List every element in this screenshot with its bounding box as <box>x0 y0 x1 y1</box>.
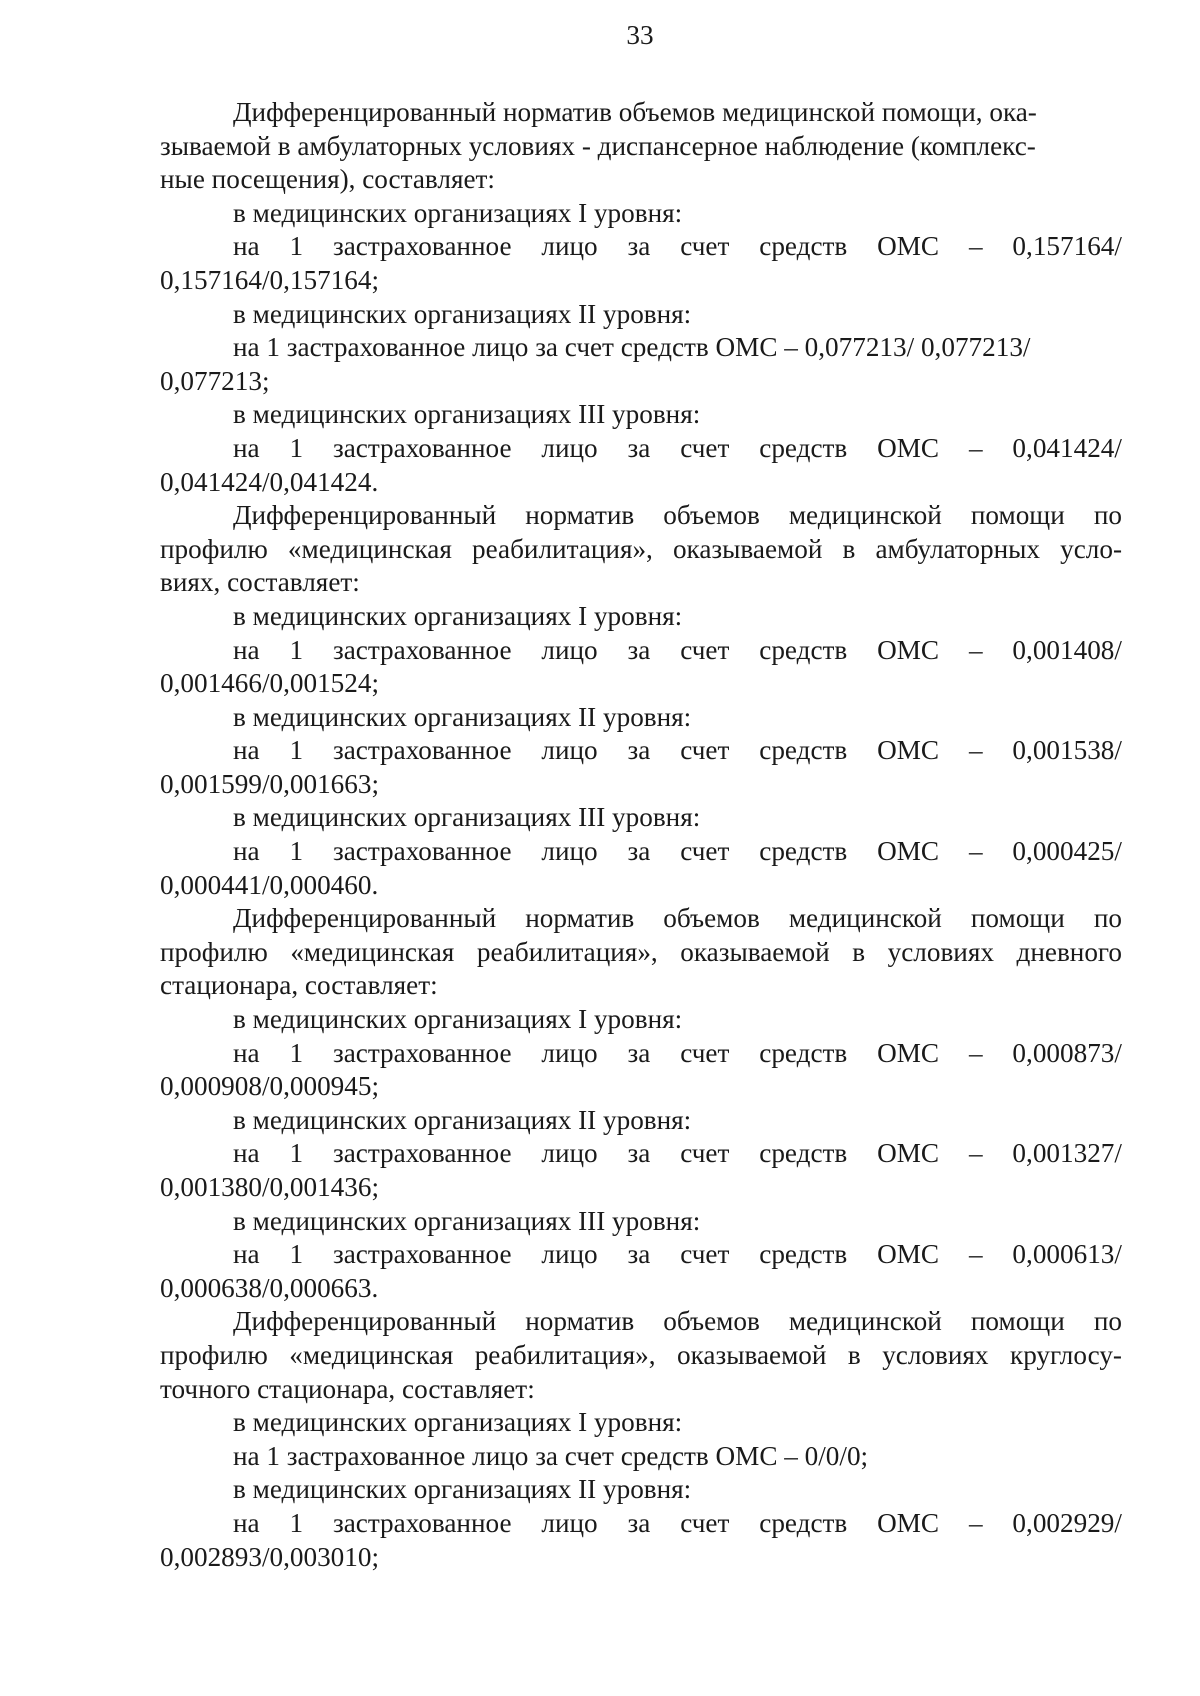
paragraph-text: профилю «медицинская реабилитация», оказываемой в амбулаторных усло- <box>160 533 1122 564</box>
paragraph-text: Дифференцированный норматив объемов медицинской помощи по <box>233 500 1122 531</box>
norm-value-line: на 1 застрахованное лицо за счет средств ОМС – 0,077213/ 0,077213/ <box>233 332 1031 363</box>
paragraph-line: стационара, составляет: <box>160 970 438 1001</box>
norm-value-continuation: 0,000638/0,000663. <box>160 1272 379 1303</box>
word: лицо <box>541 231 598 262</box>
word: средств <box>759 1507 848 1538</box>
word: 1 <box>289 1239 304 1270</box>
word: лицо <box>541 836 598 867</box>
word: средств <box>759 1037 848 1068</box>
word: ОМС <box>877 836 940 867</box>
level-heading: в медицинских организациях I уровня: <box>233 1407 683 1438</box>
paragraph-line: виях, составляет: <box>160 567 360 598</box>
word: – <box>968 1239 983 1270</box>
norm-value: 0,000613/ <box>1012 1239 1122 1270</box>
word: за <box>627 836 651 867</box>
word: ОМС <box>877 735 940 766</box>
word: счет <box>680 231 730 262</box>
word: средств <box>759 432 848 463</box>
level-heading: в медицинских организациях I уровня: <box>233 1004 683 1035</box>
word: за <box>627 432 651 463</box>
norm-value-line <box>233 734 1122 768</box>
word: застрахованное <box>332 735 512 766</box>
word: лицо <box>541 634 598 665</box>
word: застрахованное <box>332 1037 512 1068</box>
norm-value-continuation: 0,000908/0,000945; <box>160 1071 380 1102</box>
paragraph-text: Дифференцированный норматив объемов медицинской помощи по <box>233 903 1122 934</box>
word: счет <box>680 634 730 665</box>
paragraph-line: зываемой в амбулаторных условиях - диспансерное наблюдение (комплекс- <box>160 130 1036 161</box>
word: средств <box>759 231 848 262</box>
word: за <box>627 1507 651 1538</box>
word: на <box>233 1239 260 1270</box>
word: лицо <box>541 735 598 766</box>
word: – <box>968 1037 983 1068</box>
word: – <box>968 836 983 867</box>
word: на <box>233 1138 260 1169</box>
norm-value: 0,001327/ <box>1012 1138 1122 1169</box>
level-heading: в медицинских организациях I уровня: <box>233 197 683 228</box>
word: на <box>233 432 260 463</box>
word: на <box>233 634 260 665</box>
word: ОМС <box>877 1138 940 1169</box>
level-heading: в медицинских организациях III уровня: <box>233 1205 701 1236</box>
word: счет <box>680 1037 730 1068</box>
paragraph-line <box>233 499 1122 533</box>
word: – <box>968 231 983 262</box>
word: ОМС <box>877 1037 940 1068</box>
word: за <box>627 1239 651 1270</box>
norm-value: 0,157164/ <box>1012 231 1122 262</box>
word: ОМС <box>877 231 940 262</box>
norm-value: 0,000873/ <box>1012 1037 1122 1068</box>
level-heading: в медицинских организациях II уровня: <box>233 1104 692 1135</box>
word: – <box>968 432 983 463</box>
word: за <box>627 634 651 665</box>
word: застрахованное <box>332 836 512 867</box>
word: лицо <box>541 1037 598 1068</box>
paragraph-line: Дифференцированный норматив объемов медицинской помощи, ока- <box>233 97 1037 127</box>
norm-value: 0,001408/ <box>1012 634 1122 665</box>
word: счет <box>680 1138 730 1169</box>
level-heading: в медицинских организациях II уровня: <box>233 298 692 329</box>
word: за <box>627 1037 651 1068</box>
word: застрахованное <box>332 634 512 665</box>
word: 1 <box>289 735 304 766</box>
word: счет <box>680 1239 730 1270</box>
paragraph-text: профилю «медицинская реабилитация», оказываемой в условиях круглосу- <box>160 1339 1122 1370</box>
paragraph-line <box>160 533 1122 567</box>
word: средств <box>759 836 848 867</box>
word: застрахованное <box>332 1138 512 1169</box>
norm-value-continuation: 0,001380/0,001436; <box>160 1172 380 1202</box>
paragraph-text: профилю «медицинская реабилитация», оказываемой в условиях дневного <box>160 936 1122 967</box>
word: на <box>233 735 260 766</box>
word: на <box>233 1507 260 1538</box>
paragraph-text: Дифференцированный норматив объемов медицинской помощи по <box>233 1306 1122 1337</box>
page-number: 33 <box>626 20 654 50</box>
word: 1 <box>289 432 304 463</box>
norm-value-line <box>233 230 1122 264</box>
word: застрахованное <box>332 231 512 262</box>
word: – <box>968 735 983 766</box>
level-heading: в медицинских организациях II уровня: <box>233 701 692 732</box>
word: за <box>627 735 651 766</box>
paragraph-line <box>160 936 1122 970</box>
word: средств <box>759 634 848 665</box>
word: средств <box>759 1138 848 1169</box>
word: 1 <box>289 836 304 867</box>
norm-value-continuation: 0,001466/0,001524; <box>160 668 380 699</box>
paragraph-line <box>160 1339 1122 1373</box>
word: лицо <box>541 432 598 463</box>
norm-value: 0,001538/ <box>1012 735 1122 766</box>
norm-value-line <box>233 1507 1122 1541</box>
level-heading: в медицинских организациях II уровня: <box>233 1474 692 1505</box>
norm-value-line <box>233 1238 1122 1272</box>
word: ОМС <box>877 634 940 665</box>
word: средств <box>759 735 848 766</box>
word: счет <box>680 735 730 766</box>
word: ОМС <box>877 1507 940 1538</box>
word: 1 <box>289 1138 304 1169</box>
word: ОМС <box>877 432 940 463</box>
paragraph-line: ные посещения), составляет: <box>160 164 495 195</box>
document-body <box>160 96 1122 1574</box>
word: счет <box>680 432 730 463</box>
level-heading: в медицинских организациях III уровня: <box>233 399 701 430</box>
norm-value-line <box>233 1137 1122 1171</box>
word: за <box>627 1138 651 1169</box>
word: за <box>627 231 651 262</box>
word: лицо <box>541 1138 598 1169</box>
norm-value-line <box>233 432 1122 466</box>
word: лицо <box>541 1239 598 1270</box>
paragraph-line <box>233 902 1122 936</box>
word: на <box>233 836 260 867</box>
word: – <box>968 1507 983 1538</box>
norm-value-line <box>233 634 1122 668</box>
word: счет <box>680 1507 730 1538</box>
norm-value: 0,000425/ <box>1012 836 1122 867</box>
word: – <box>968 634 983 665</box>
level-heading: в медицинских организациях I уровня: <box>233 600 683 631</box>
paragraph-line: точного стационара, составляет: <box>160 1373 535 1404</box>
word: застрахованное <box>332 432 512 463</box>
norm-value-continuation: 0,001599/0,001663; <box>160 768 380 799</box>
word: счет <box>680 836 730 867</box>
word: средств <box>759 1239 848 1270</box>
norm-value-continuation: 0,041424/0,041424. <box>160 466 379 497</box>
norm-value-continuation: 0,157164/0,157164; <box>160 264 380 295</box>
word: ОМС <box>877 1239 940 1270</box>
norm-value-line <box>233 1037 1122 1071</box>
word: лицо <box>541 1507 598 1538</box>
norm-value-line: на 1 застрахованное лицо за счет средств ОМС – 0/0/0; <box>233 1440 869 1471</box>
level-heading: в медицинских организациях III уровня: <box>233 802 701 833</box>
word: 1 <box>289 1037 304 1068</box>
word: 1 <box>289 231 304 262</box>
word: 1 <box>289 634 304 665</box>
norm-value-line <box>233 835 1122 869</box>
word: застрахованное <box>332 1507 512 1538</box>
word: 1 <box>289 1507 304 1538</box>
norm-value-continuation: 0,002893/0,003010; <box>160 1541 380 1572</box>
norm-value: 0,002929/ <box>1012 1507 1122 1538</box>
norm-value-continuation: 0,077213; <box>160 365 270 396</box>
word: застрахованное <box>332 1239 512 1270</box>
norm-value: 0,041424/ <box>1012 432 1122 463</box>
word: на <box>233 1037 260 1068</box>
word: на <box>233 231 260 262</box>
norm-value-continuation: 0,000441/0,000460. <box>160 869 379 900</box>
word: – <box>968 1138 983 1169</box>
paragraph-line <box>233 1305 1122 1339</box>
